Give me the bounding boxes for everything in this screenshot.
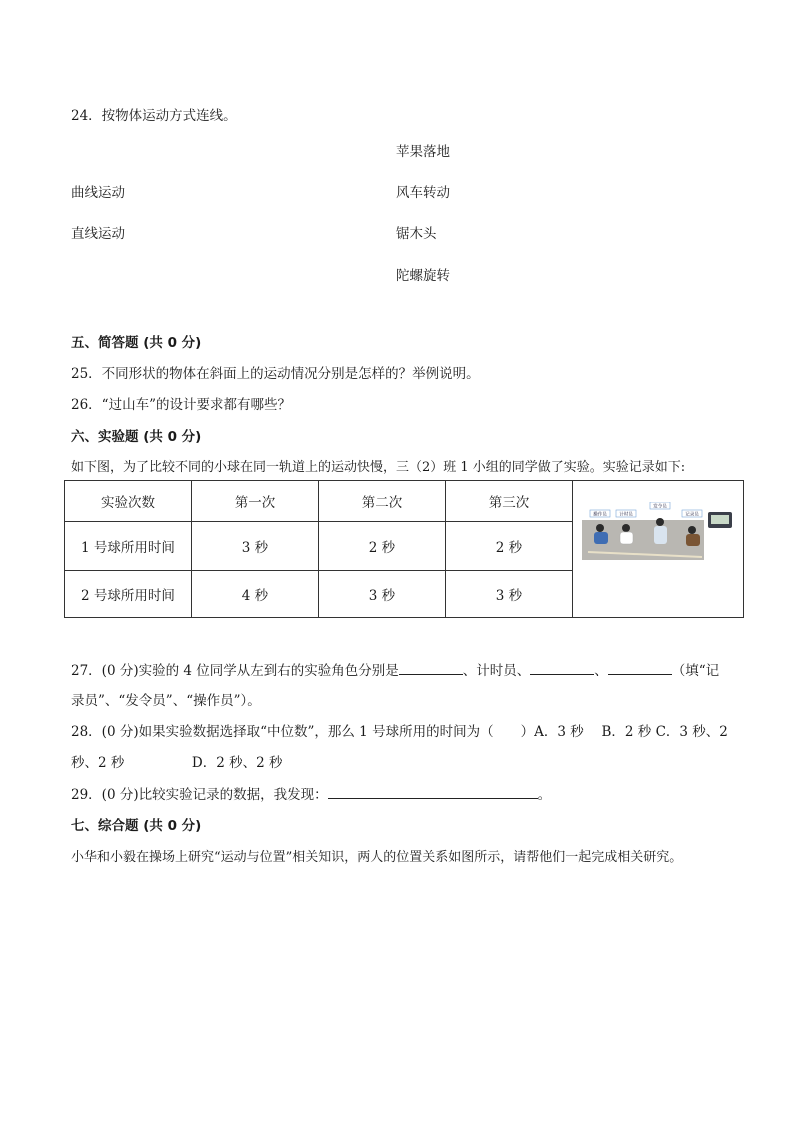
table-cell: 3 秒 [319, 571, 446, 618]
experiment-intro: 如下图，为了比较不同的小球在同一轨道上的运动快慢，三（2）班 1 小组的同学做了实验。实验记录如下: [71, 460, 686, 475]
q28-line1: 28．(0 分)如果实验数据选择取“中位数”，那么 1 号球所用的时间为（ ）A．3 秒 B．2 秒 C．3 秒、2 [71, 724, 728, 740]
table-header-cell: 第三次 [446, 481, 573, 522]
student-figure [656, 518, 664, 526]
match-item-right-3: 锯木头 [396, 226, 437, 242]
table-header-cell: 第二次 [319, 481, 446, 522]
q27-line2: 录员”、“发令员”、“操作员”）。 [71, 693, 261, 709]
q24-title: 24．按物体运动方式连线。 [71, 108, 237, 124]
table-cell: 4 秒 [192, 571, 319, 618]
match-item-right-4: 陀螺旋转 [396, 268, 450, 284]
table-header-cell: 实验次数 [65, 481, 192, 522]
q27-separator: 、 [594, 663, 608, 679]
table-cell: 1 号球所用时间 [65, 522, 192, 571]
section5-heading: 五、简答题 (共 0 分) [71, 335, 202, 351]
student-figure [596, 524, 604, 532]
match-item-left-1: 曲线运动 [71, 185, 125, 201]
table-header-cell: 第一次 [192, 481, 319, 522]
table-cell: 3 秒 [446, 571, 573, 618]
section6-heading: 六、实验题 (共 0 分) [71, 429, 202, 445]
q29-line [71, 783, 551, 803]
answer-blank-2[interactable] [530, 661, 594, 675]
answer-blank-1[interactable] [399, 661, 463, 675]
q27-prompt: 27．(0 分)实验的 4 位同学从左到右的实验角色分别是 [71, 663, 399, 679]
table-cell: 3 秒 [192, 522, 319, 571]
q29-prompt: 29．(0 分)比较实验记录的数据，我发现： [71, 787, 328, 803]
q27-text-timer: 、计时员、 [462, 663, 531, 679]
photo-label-operator: 操作员 [593, 512, 607, 518]
section7-heading: 七、综合题 (共 0 分) [71, 818, 202, 834]
section7-intro: 小华和小毅在操场上研究“运动与位置”相关知识，两人的位置关系如图所示，请帮他们一起完成相关研究。 [71, 850, 683, 865]
table-cell: 2 秒 [446, 522, 573, 571]
q29-end: 。 [537, 787, 552, 803]
photo-label-recorder: 记录员 [685, 512, 699, 518]
student-figure [622, 524, 630, 532]
q26-text: 26．“过山车”的设计要求都有哪些？ [71, 397, 291, 413]
q28-line2: 秒、2 秒 D．2 秒、2 秒 [71, 755, 283, 771]
match-item-right-2: 风车转动 [396, 185, 450, 201]
photo-label-timer: 计时员 [619, 512, 633, 518]
experiment-photo [582, 502, 734, 560]
answer-blank-4[interactable] [328, 785, 538, 799]
q27-line1 [71, 659, 719, 679]
match-item-left-2: 直线运动 [71, 226, 125, 242]
q27-hint: （填“记 [671, 663, 720, 679]
table-cell: 2 秒 [319, 522, 446, 571]
answer-blank-3[interactable] [608, 661, 672, 675]
photo-label-starter: 发令员 [653, 504, 667, 510]
match-item-right-1: 苹果落地 [396, 144, 450, 160]
student-figure [688, 526, 696, 534]
q25-text: 25．不同形状的物体在斜面上的运动情况分别是怎样的？举例说明。 [71, 366, 480, 382]
table-cell: 2 号球所用时间 [65, 571, 192, 618]
